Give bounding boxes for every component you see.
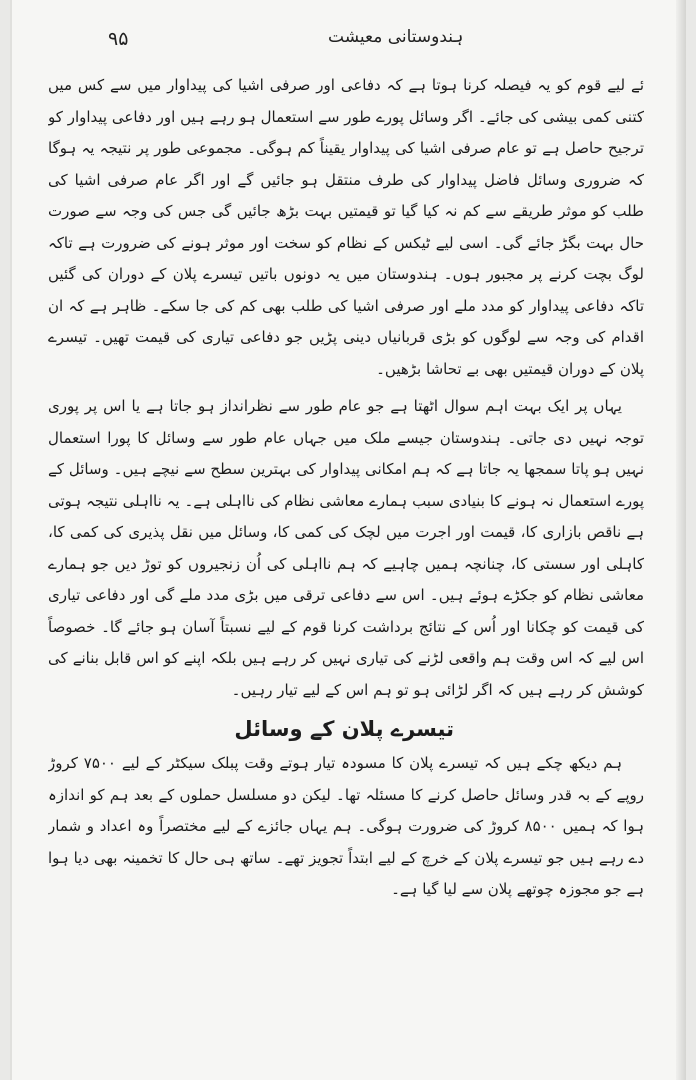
section-heading: تیسرے پلان کے وسائل	[234, 717, 454, 741]
page-edge-shadow	[676, 0, 686, 1080]
page-header	[10, 26, 686, 56]
page-number: ۹۵	[108, 28, 129, 50]
running-title: ہندوستانی معیشت	[328, 27, 464, 47]
paragraph-2: یہاں پر ایک بہت اہم سوال اٹھتا ہے جو عام طور سے نظرانداز ہو جاتا ہے یا اس پر پوری توجہ نہیں دی جاتی۔ ہندوستان جیسے ملک میں جہاں عام طور سے وسائل کا پورا استعمال نہیں ہو پاتا سمجھا یہ جاتا ہے کہ ہم امکانی پیداوار کی بہترین سطح سے نیچے ہیں۔ وسائل کے پورے استعمال نہ ہونے کا بنیادی سبب ہمارے معاشی نظام کی نااہلی ہے۔ یہ نااہلی نتیجہ ہوتی ہے ناقص بازاری کا، قیمت اور اجرت میں لچک کی کمی کا، وسائل میں نقل پذیری کی کمی کا، کاہلی اور سستی کا، چنانچہ ہمیں چاہیے کہ ہم نااہلی کی اُن زنجیروں کو توڑ دیں جو ہمارے معاشی نظام کو جکڑے ہوئے ہیں۔ اس سے دفاعی ترقی میں بڑی مدد ملے گی اور دفاعی تیاری کی قیمت کو چکانا اور اُس کے نتائج برداشت کرنا قوم کے لیے نسبتاً آسان ہو جائے گا۔ خصوصاً اس لیے کہ اس وقت ہم واقعی لڑنے کی تیاری نہیں کر رہے ہیں بلکہ اپنے کو اس قابل بنانے کی کوشش کر رہے ہیں کہ اگر لڑائی ہو تو ہم اس کے لیے تیار رہیں۔	[48, 397, 644, 699]
paragraph-1: ئے لیے قوم کو یہ فیصلہ کرنا ہوتا ہے کہ دفاعی اور صرفی اشیا کی پیداوار میں سے کس میں کتنی کمی بیشی کی جائے۔ اگر وسائل پورے طور سے استعمال ہو رہے ہیں اور دفاعی پیداوار کو ترجیح حاصل ہے تو عام صرفی اشیا کی پیداوار یقیناً کم ہوگی۔ مجموعی طور پر نتیجہ یہ ہوگا کہ ضروری وسائل فاضل پیداوار کی طرف منتقل ہو جائیں گے اور اگر عام صرفی اشیا کی طلب کو موثر طریقے سے کم نہ کیا گیا تو قیمتیں بہت بڑھ جائیں گی جس کی وجہ سے صورت حال بہت بگڑ جائے گی۔ اسی لیے ٹیکس کے نظام کو سخت اور موثر ہونے کی ضرورت ہے تاکہ لوگ بچت کرنے پر مجبور ہوں۔ ہندوستان میں یہ دونوں باتیں تیسرے پلان کے دوران کی گئیں تاکہ دفاعی پیداوار کو مدد ملے اور صرفی اشیا کی طلب بھی کم کی جا سکے۔ ظاہر ہے کہ ان اقدام کی وجہ سے لوگوں کو بڑی قربانیاں دینی پڑیں جو دفاعی تیاری کی قیمت تھیں۔ تیسرے پلان کے دوران قیمتیں بھی بے تحاشا بڑھیں۔	[48, 76, 644, 378]
body-text	[48, 70, 644, 910]
paragraph-3: ہم دیکھ چکے ہیں کہ تیسرے پلان کا مسودہ تیار ہوتے وقت پبلک سیکٹر کے لیے ۷۵۰۰ کروڑ روپے کے بہ قدر وسائل حاصل کرنے کا مسئلہ تھا۔ لیکن دو مسلسل حملوں کے بعد ہم کو اندازہ ہوا کہ ہمیں ۸۵۰۰ کروڑ کی ضرورت ہوگی۔ ہم یہاں جائزے کے لیے مختصراً وہ اعداد و شمار دے رہے ہیں جو تیسرے پلان کے خرچ کے لیے ابتداً تجویز تھے۔ ساتھ ہی حال کا تخمینہ بھی دیا ہوا ہے جو مجوزہ چوتھے پلان سے لیا گیا ہے۔	[48, 754, 644, 898]
book-page	[10, 0, 686, 1080]
